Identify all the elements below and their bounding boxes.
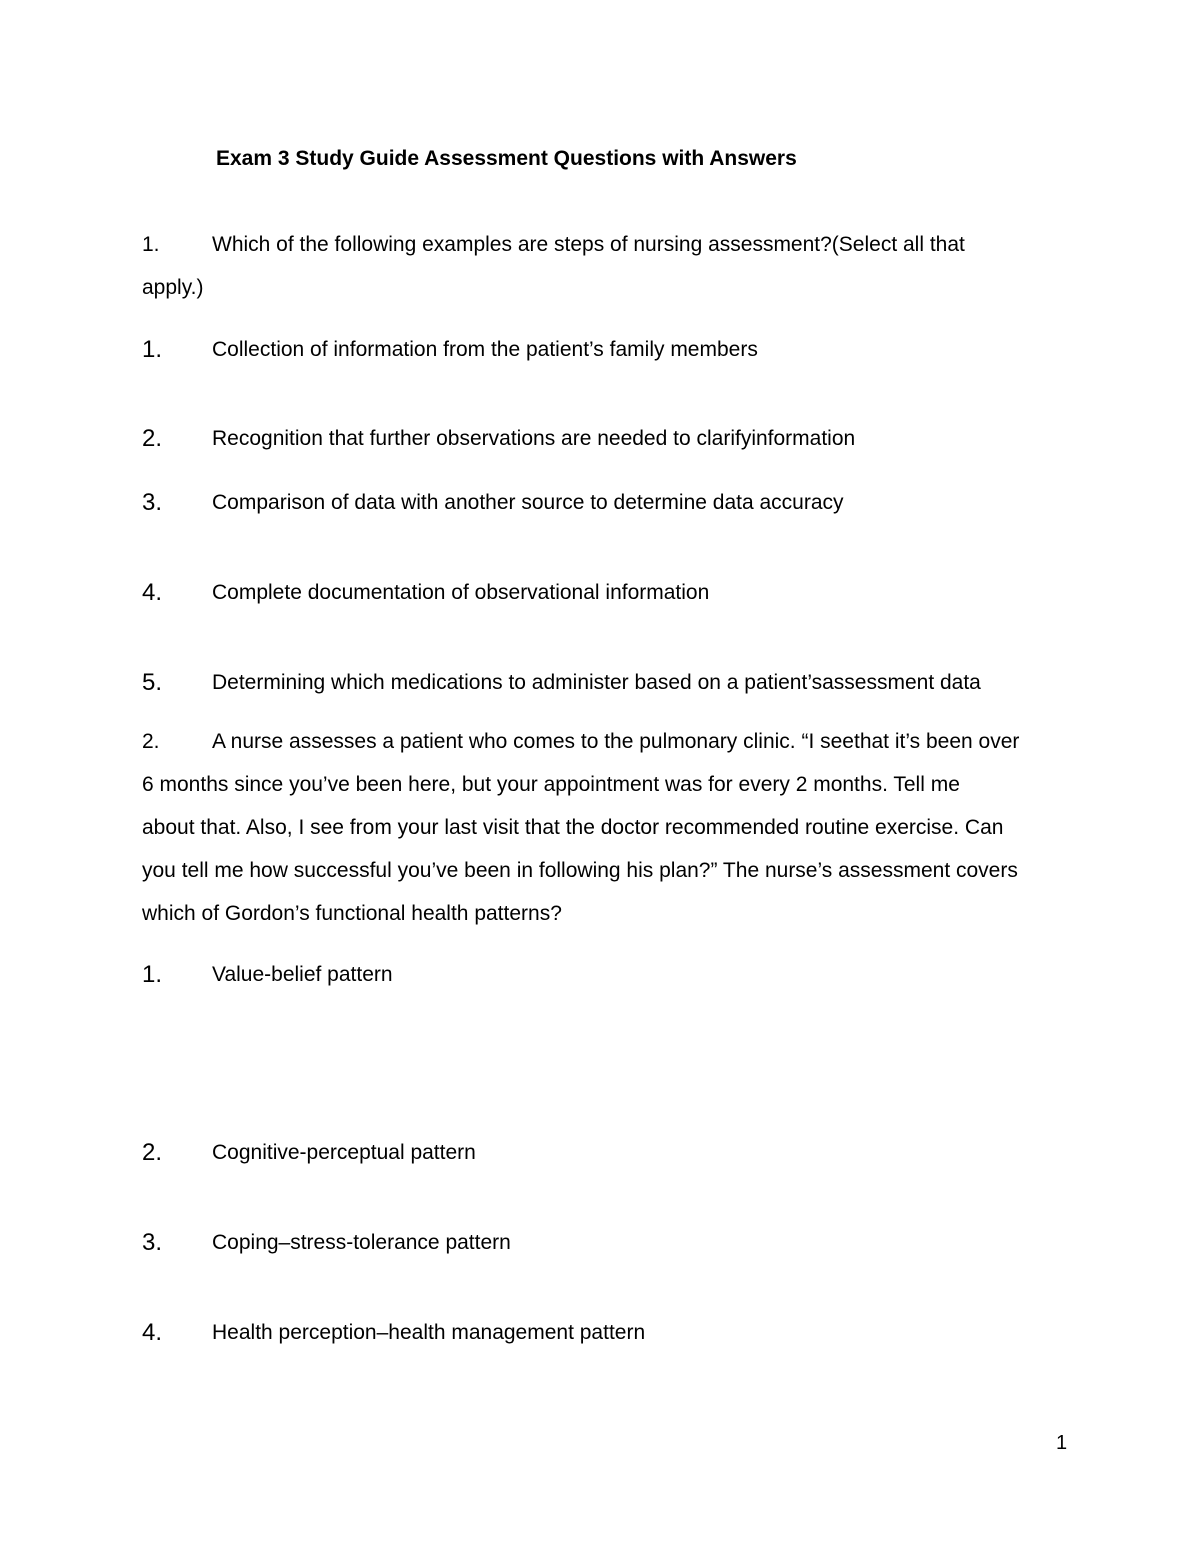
question-1-text-line-2: apply.) <box>142 276 204 299</box>
question-2-text-line-1: A nurse assesses a patient who comes to the pulmonary clinic. “I seethat it’s been over <box>212 730 1020 753</box>
question-2-text-line-3: about that. Also, I see from your last visit that the doctor recommended routine exercise. Can <box>142 816 1004 839</box>
question-1-option-3-text: Comparison of data with another source to determine data accuracy <box>212 491 844 514</box>
page-number: 1 <box>1056 1432 1068 1454</box>
question-1-option-2-number: 2. <box>142 425 163 452</box>
question-2-option-4-number: 4. <box>142 1319 163 1346</box>
question-2-text-line-4: you tell me how successful you’ve been in following his plan?” The nurse’s assessment covers <box>142 859 1018 882</box>
question-2-text-line-5: which of Gordon’s functional health patterns? <box>142 902 562 925</box>
question-2-number: 2. <box>142 730 160 753</box>
question-1-option-5-number: 5. <box>142 669 163 696</box>
question-1-number: 1. <box>142 233 160 256</box>
question-2-option-3-text: Coping–stress-tolerance pattern <box>212 1231 511 1254</box>
question-1-text-line-1: Which of the following examples are steps of nursing assessment?(Select all that <box>212 233 965 256</box>
question-1-option-4-number: 4. <box>142 579 163 606</box>
question-2-option-3-number: 3. <box>142 1229 163 1256</box>
question-2-option-2-text: Cognitive-perceptual pattern <box>212 1141 476 1164</box>
document-title: Exam 3 Study Guide Assessment Questions with Answers <box>216 147 797 170</box>
question-1-option-5-text: Determining which medications to administer based on a patient’sassessment data <box>212 671 981 694</box>
question-2-option-2-number: 2. <box>142 1139 163 1166</box>
question-2-option-1-number: 1. <box>142 961 163 988</box>
question-1-option-1-text: Collection of information from the patient’s family members <box>212 338 758 361</box>
question-2-text-line-2: 6 months since you’ve been here, but your appointment was for every 2 months. Tell me <box>142 773 960 796</box>
question-1-option-2-text: Recognition that further observations are needed to clarifyinformation <box>212 427 856 450</box>
question-2-option-1-text: Value-belief pattern <box>212 963 393 986</box>
question-2-option-4-text: Health perception–health management pattern <box>212 1321 646 1344</box>
question-1-option-1-number: 1. <box>142 336 163 363</box>
question-1-option-4-text: Complete documentation of observational information <box>212 581 710 604</box>
question-1-option-3-number: 3. <box>142 489 163 516</box>
